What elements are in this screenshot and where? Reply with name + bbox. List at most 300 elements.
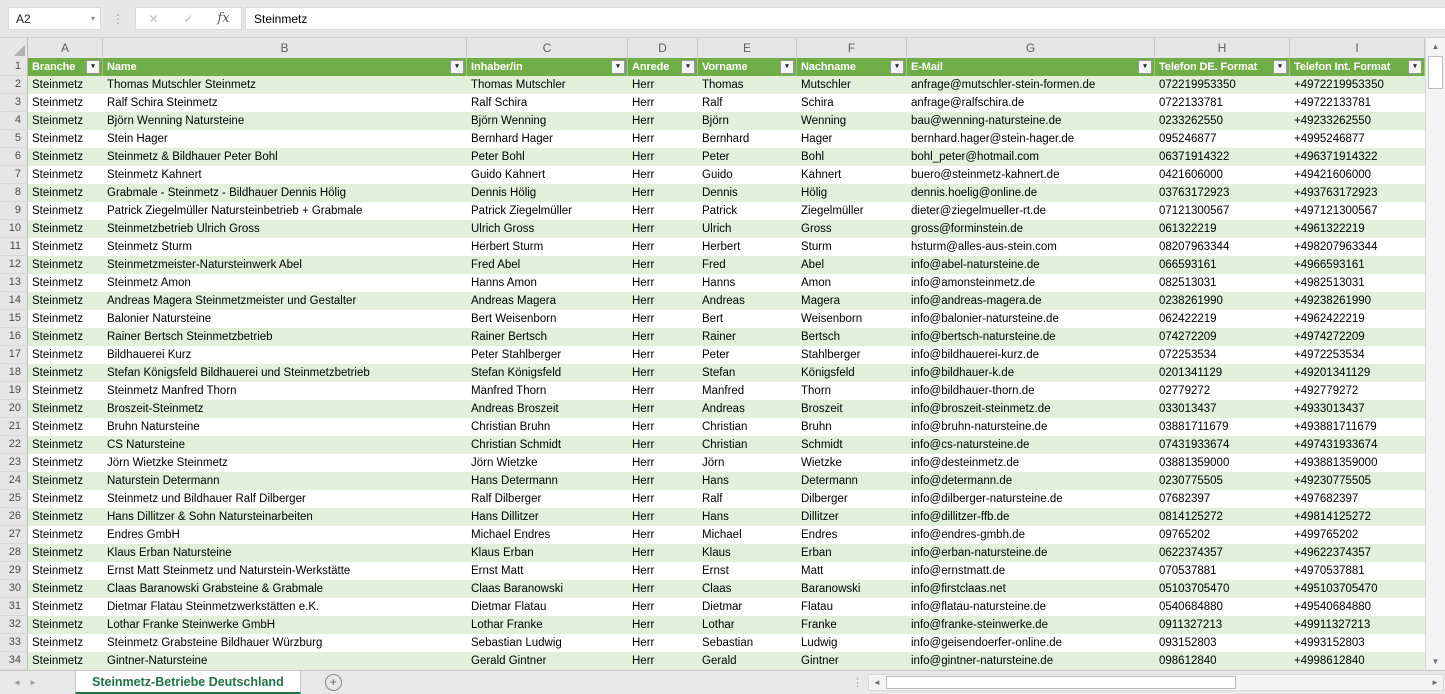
row-number[interactable]: 25 [0,490,28,508]
cell[interactable]: Ralf [698,94,797,112]
cell[interactable]: Steinmetz [28,238,103,256]
filter-dropdown-icon[interactable]: ▾ [450,60,464,74]
cell[interactable]: Bert [698,310,797,328]
column-header-d[interactable]: D [628,38,698,58]
cell[interactable]: 07431933674 [1155,436,1290,454]
cell[interactable]: Schira [797,94,907,112]
cell[interactable]: info@flatau-natursteine.de [907,598,1155,616]
cell[interactable]: 0233262550 [1155,112,1290,130]
row-number[interactable]: 19 [0,382,28,400]
cell[interactable]: Andreas Magera [467,292,628,310]
cell[interactable]: Manfred Thorn [467,382,628,400]
cell[interactable]: Herr [628,544,698,562]
row-number[interactable]: 3 [0,94,28,112]
cell[interactable]: info@bildhauer-k.de [907,364,1155,382]
cell[interactable]: Broszeit-Steinmetz [103,400,467,418]
cell[interactable]: Hölig [797,184,907,202]
horizontal-scrollbar[interactable] [868,674,1444,691]
cell[interactable]: Steinmetz [28,292,103,310]
row-number[interactable]: 29 [0,562,28,580]
cell[interactable]: Steinmetz [28,220,103,238]
cell[interactable]: Ludwig [797,634,907,652]
cell[interactable]: +49911327213 [1290,616,1425,634]
cell[interactable]: Steinmetz [28,202,103,220]
cell[interactable]: info@amonsteinmetz.de [907,274,1155,292]
cell[interactable]: Thomas Mutschler [467,76,628,94]
cell[interactable]: Bohl [797,148,907,166]
cell[interactable]: 02779272 [1155,382,1290,400]
cell[interactable]: +4972219953350 [1290,76,1425,94]
next-sheet-icon[interactable]: ► [29,678,37,687]
cell[interactable]: Herr [628,220,698,238]
cell[interactable]: +4962422219 [1290,310,1425,328]
cell[interactable]: Christian [698,436,797,454]
row-number[interactable]: 26 [0,508,28,526]
cell[interactable]: +499765202 [1290,526,1425,544]
cell[interactable]: 0540684880 [1155,598,1290,616]
cell[interactable]: Gerald [698,652,797,670]
cell[interactable]: Herr [628,292,698,310]
cell[interactable]: Guido Kahnert [467,166,628,184]
cell[interactable]: +49622374357 [1290,544,1425,562]
cell[interactable]: Hans Dillitzer & Sohn Natursteinarbeiten [103,508,467,526]
header-cell[interactable] [103,58,467,76]
cell[interactable]: info@cs-natursteine.de [907,436,1155,454]
cell[interactable]: Abel [797,256,907,274]
cell[interactable]: Herr [628,526,698,544]
cell[interactable]: Steinmetz [28,580,103,598]
filter-dropdown-icon[interactable]: ▾ [1138,60,1152,74]
vertical-scrollbar-thumb[interactable] [1428,56,1443,89]
cell[interactable]: +49201341129 [1290,364,1425,382]
cell[interactable]: Endres [797,526,907,544]
cell[interactable]: Claas [698,580,797,598]
row-number[interactable]: 34 [0,652,28,670]
cell[interactable]: bau@wenning-natursteine.de [907,112,1155,130]
row-number[interactable]: 24 [0,472,28,490]
cell[interactable]: Flatau [797,598,907,616]
row-number[interactable]: 22 [0,436,28,454]
cell[interactable]: Gintner [797,652,907,670]
filter-dropdown-icon[interactable]: ▾ [890,60,904,74]
cell[interactable]: Klaus Erban Natursteine [103,544,467,562]
row-number[interactable]: 1 [0,58,28,76]
cell[interactable]: 093152803 [1155,634,1290,652]
row-number[interactable]: 16 [0,328,28,346]
cell[interactable]: Ulrich [698,220,797,238]
cell[interactable]: Bruhn Natursteine [103,418,467,436]
column-header-c[interactable]: C [467,38,628,58]
column-header-g[interactable]: G [907,38,1155,58]
cell[interactable]: +496371914322 [1290,148,1425,166]
cell[interactable]: Stefan Königsfeld Bildhauerei und Steinmetzbetrieb [103,364,467,382]
row-number[interactable]: 6 [0,148,28,166]
cell[interactable]: Jörn Wietzke [467,454,628,472]
cell[interactable]: Peter [698,346,797,364]
header-cell[interactable] [628,58,698,76]
cell[interactable]: Michael [698,526,797,544]
cell[interactable]: info@desteinmetz.de [907,454,1155,472]
cell[interactable]: 05103705470 [1155,580,1290,598]
cell[interactable]: 03763172923 [1155,184,1290,202]
cell[interactable]: Peter Bohl [467,148,628,166]
cell[interactable]: Naturstein Determann [103,472,467,490]
cell[interactable]: Thorn [797,382,907,400]
cell[interactable]: Herr [628,508,698,526]
cell[interactable]: Steinmetz [28,148,103,166]
cell[interactable]: Steinmetz [28,112,103,130]
cell[interactable]: Patrick [698,202,797,220]
cell[interactable]: Herr [628,274,698,292]
cell[interactable]: Herr [628,112,698,130]
cell[interactable]: Sebastian Ludwig [467,634,628,652]
cell[interactable]: Dilberger [797,490,907,508]
cell[interactable]: Bildhauerei Kurz [103,346,467,364]
header-cell[interactable] [1155,58,1290,76]
cell[interactable]: +4998612840 [1290,652,1425,670]
filter-dropdown-icon[interactable]: ▾ [86,60,100,74]
cell[interactable]: +4933013437 [1290,400,1425,418]
cell[interactable]: Sturm [797,238,907,256]
cell[interactable]: Herr [628,382,698,400]
cell[interactable]: Steinmetz [28,526,103,544]
cell[interactable]: 074272209 [1155,328,1290,346]
cell[interactable]: Lothar Franke Steinwerke GmbH [103,616,467,634]
cell[interactable]: Hans Determann [467,472,628,490]
column-header-a[interactable]: A [28,38,103,58]
cell[interactable]: Determann [797,472,907,490]
cell[interactable]: Steinmetz Amon [103,274,467,292]
cell[interactable]: Herr [628,148,698,166]
cell[interactable]: Hans [698,508,797,526]
cell[interactable]: 0911327213 [1155,616,1290,634]
cell[interactable]: info@firstclaas.net [907,580,1155,598]
cell[interactable]: Steinmetz [28,400,103,418]
cell[interactable]: Herr [628,76,698,94]
cell[interactable]: +49722133781 [1290,94,1425,112]
cell[interactable]: Klaus Erban [467,544,628,562]
row-number[interactable]: 7 [0,166,28,184]
header-cell[interactable] [1290,58,1425,76]
cell[interactable]: Mutschler [797,76,907,94]
cell[interactable]: Stefan Königsfeld [467,364,628,382]
cell[interactable]: 098612840 [1155,652,1290,670]
cell[interactable]: Fred [698,256,797,274]
header-cell[interactable] [797,58,907,76]
row-number[interactable]: 33 [0,634,28,652]
scroll-right-icon[interactable]: ► [1431,678,1439,687]
cell[interactable]: Herr [628,310,698,328]
column-header-h[interactable]: H [1155,38,1290,58]
cell[interactable]: Gerald Gintner [467,652,628,670]
cell[interactable]: Stein Hager [103,130,467,148]
enter-icon[interactable]: ✓ [183,11,194,26]
cell[interactable]: Grabmale - Steinmetz - Bildhauer Dennis Hölig [103,184,467,202]
cell[interactable]: Rainer Bertsch [467,328,628,346]
cell[interactable]: Franke [797,616,907,634]
cell[interactable]: Steinmetz [28,94,103,112]
cell[interactable]: Herr [628,580,698,598]
cell[interactable]: +4961322219 [1290,220,1425,238]
cell[interactable]: Matt [797,562,907,580]
cell[interactable]: bohl_peter@hotmail.com [907,148,1155,166]
cell[interactable]: Herr [628,328,698,346]
cell[interactable]: 062422219 [1155,310,1290,328]
cell[interactable]: Steinmetz [28,274,103,292]
cell[interactable]: Steinmetz [28,382,103,400]
cell[interactable]: Herr [628,490,698,508]
cell[interactable]: Rainer [698,328,797,346]
cell[interactable]: +49421606000 [1290,166,1425,184]
cell[interactable]: Herr [628,562,698,580]
cell[interactable]: +4974272209 [1290,328,1425,346]
cell[interactable]: +49814125272 [1290,508,1425,526]
cell[interactable]: Claas Baranowski [467,580,628,598]
column-header-e[interactable]: E [698,38,797,58]
cell[interactable]: info@determann.de [907,472,1155,490]
column-header-i[interactable]: I [1290,38,1425,58]
cell[interactable]: Herr [628,364,698,382]
filter-dropdown-icon[interactable]: ▾ [611,60,625,74]
cell[interactable]: Christian [698,418,797,436]
cell[interactable]: +4970537881 [1290,562,1425,580]
row-number[interactable]: 31 [0,598,28,616]
filter-dropdown-icon[interactable]: ▾ [780,60,794,74]
cell[interactable]: Balonier Natursteine [103,310,467,328]
cell[interactable]: Steinmetz Sturm [103,238,467,256]
row-number[interactable]: 9 [0,202,28,220]
cell[interactable]: Herr [628,634,698,652]
cell[interactable]: Christian Bruhn [467,418,628,436]
cell[interactable]: Ziegelmüller [797,202,907,220]
cell[interactable]: Michael Endres [467,526,628,544]
cell[interactable]: +495103705470 [1290,580,1425,598]
cell[interactable]: Steinmetz [28,310,103,328]
cell[interactable]: 07121300567 [1155,202,1290,220]
cell[interactable]: Hanns Amon [467,274,628,292]
cell[interactable]: Endres GmbH [103,526,467,544]
name-box-dropdown-icon[interactable]: ▾ [90,14,95,23]
cell[interactable]: 066593161 [1155,256,1290,274]
cell[interactable]: Herr [628,184,698,202]
scroll-down-icon[interactable]: ▼ [1431,657,1440,666]
cell[interactable]: buero@steinmetz-kahnert.de [907,166,1155,184]
filter-dropdown-icon[interactable]: ▾ [1273,60,1287,74]
cell[interactable]: Herr [628,436,698,454]
cell[interactable]: +493881359000 [1290,454,1425,472]
cell[interactable]: 06371914322 [1155,148,1290,166]
cell[interactable]: Björn Wenning Natursteine [103,112,467,130]
filter-dropdown-icon[interactable]: ▾ [1408,60,1422,74]
cell[interactable]: Steinmetz [28,328,103,346]
cell[interactable]: Steinmetz [28,76,103,94]
insert-function-icon[interactable]: fx [217,11,230,26]
cell[interactable]: Klaus [698,544,797,562]
cell[interactable]: Bertsch [797,328,907,346]
cell[interactable]: 0421606000 [1155,166,1290,184]
cell[interactable]: +497682397 [1290,490,1425,508]
cell[interactable]: Dietmar [698,598,797,616]
cell[interactable]: Sebastian [698,634,797,652]
cell[interactable]: info@franke-steinwerke.de [907,616,1155,634]
cell[interactable]: Steinmetzmeister-Natursteinwerk Abel [103,256,467,274]
cell[interactable]: hsturm@alles-aus-stein.com [907,238,1155,256]
row-number[interactable]: 2 [0,76,28,94]
cell[interactable]: gross@forminstein.de [907,220,1155,238]
cell[interactable]: info@bertsch-natursteine.de [907,328,1155,346]
cell[interactable]: +497121300567 [1290,202,1425,220]
scroll-left-icon[interactable]: ◄ [873,678,881,687]
formula-bar-input[interactable] [245,7,1445,30]
cell[interactable]: Herr [628,202,698,220]
cell[interactable]: Herbert [698,238,797,256]
cell[interactable]: Herr [628,652,698,670]
column-header-f[interactable]: F [797,38,907,58]
cell[interactable]: Herbert Sturm [467,238,628,256]
cell[interactable]: Steinmetz [28,490,103,508]
row-number[interactable]: 12 [0,256,28,274]
cell[interactable]: Ernst Matt [467,562,628,580]
prev-sheet-icon[interactable]: ◄ [13,678,21,687]
cell[interactable]: Steinmetz [28,346,103,364]
cell[interactable]: Kahnert [797,166,907,184]
cell[interactable]: 07682397 [1155,490,1290,508]
cell[interactable]: Steinmetz Kahnert [103,166,467,184]
cell[interactable]: 070537881 [1155,562,1290,580]
cell[interactable]: 082513031 [1155,274,1290,292]
cell[interactable]: Manfred [698,382,797,400]
cell[interactable]: Ralf Schira Steinmetz [103,94,467,112]
cell[interactable]: Dillitzer [797,508,907,526]
cell[interactable]: Steinmetzbetrieb Ulrich Gross [103,220,467,238]
cell[interactable]: Erban [797,544,907,562]
cell[interactable]: info@dilberger-natursteine.de [907,490,1155,508]
cell[interactable]: Steinmetz [28,616,103,634]
column-header-b[interactable]: B [103,38,467,58]
cell[interactable]: Guido [698,166,797,184]
cell[interactable]: Hanns [698,274,797,292]
cell[interactable]: Claas Baranowski Grabsteine & Grabmale [103,580,467,598]
cell[interactable]: Steinmetz [28,256,103,274]
cell[interactable]: Herr [628,418,698,436]
cell[interactable]: +49540684880 [1290,598,1425,616]
row-number[interactable]: 14 [0,292,28,310]
cell[interactable]: info@endres-gmbh.de [907,526,1155,544]
row-number[interactable]: 4 [0,112,28,130]
cell[interactable]: Thomas [698,76,797,94]
cell[interactable]: Steinmetz [28,544,103,562]
header-cell[interactable] [28,58,103,76]
cell[interactable]: Weisenborn [797,310,907,328]
cell[interactable]: info@abel-natursteine.de [907,256,1155,274]
cell[interactable]: Steinmetz [28,598,103,616]
cell[interactable]: Schmidt [797,436,907,454]
cell[interactable]: 0722133781 [1155,94,1290,112]
cell[interactable]: 072219953350 [1155,76,1290,94]
cell[interactable]: Thomas Mutschler Steinmetz [103,76,467,94]
row-number[interactable]: 23 [0,454,28,472]
cell[interactable]: anfrage@ralfschira.de [907,94,1155,112]
cell[interactable]: Peter Stahlberger [467,346,628,364]
cell[interactable]: info@bildhauerei-kurz.de [907,346,1155,364]
cell[interactable]: Gross [797,220,907,238]
cell[interactable]: dennis.hoelig@online.de [907,184,1155,202]
cell[interactable]: +4982513031 [1290,274,1425,292]
row-number[interactable]: 30 [0,580,28,598]
cell[interactable]: +4993152803 [1290,634,1425,652]
row-number[interactable]: 20 [0,400,28,418]
cell[interactable]: info@erban-natursteine.de [907,544,1155,562]
cell[interactable]: Herr [628,346,698,364]
cell[interactable]: Andreas [698,400,797,418]
filter-dropdown-icon[interactable]: ▾ [681,60,695,74]
cell[interactable]: info@bruhn-natursteine.de [907,418,1155,436]
cell[interactable]: Baranowski [797,580,907,598]
cell[interactable]: info@andreas-magera.de [907,292,1155,310]
cell[interactable]: +49230775505 [1290,472,1425,490]
horizontal-scrollbar-thumb[interactable] [886,676,1236,689]
scroll-up-icon[interactable]: ▲ [1431,42,1440,51]
cell[interactable]: +4995246877 [1290,130,1425,148]
cell[interactable]: Ralf Dilberger [467,490,628,508]
row-number[interactable]: 11 [0,238,28,256]
row-number[interactable]: 17 [0,346,28,364]
cell[interactable]: Bert Weisenborn [467,310,628,328]
cell[interactable]: +49233262550 [1290,112,1425,130]
cell[interactable]: Björn Wenning [467,112,628,130]
cell[interactable]: Steinmetz [28,364,103,382]
cell[interactable]: 033013437 [1155,400,1290,418]
cell[interactable]: Steinmetz [28,634,103,652]
vertical-scrollbar-track[interactable] [1426,90,1445,653]
cell[interactable]: info@broszeit-steinmetz.de [907,400,1155,418]
header-cell[interactable] [467,58,628,76]
cell[interactable]: info@balonier-natursteine.de [907,310,1155,328]
cell[interactable]: Herr [628,238,698,256]
cell[interactable]: anfrage@mutschler-stein-formen.de [907,76,1155,94]
row-number[interactable]: 13 [0,274,28,292]
cell[interactable]: Bernhard Hager [467,130,628,148]
cell[interactable]: Andreas [698,292,797,310]
vertical-scrollbar[interactable] [1425,38,1445,670]
cell[interactable]: 0814125272 [1155,508,1290,526]
cell[interactable]: Herr [628,598,698,616]
header-cell[interactable] [698,58,797,76]
cell[interactable]: Königsfeld [797,364,907,382]
cell[interactable]: Steinmetz Grabsteine Bildhauer Würzburg [103,634,467,652]
cell[interactable]: +4966593161 [1290,256,1425,274]
cell[interactable]: Fred Abel [467,256,628,274]
cell[interactable]: info@geisendoerfer-online.de [907,634,1155,652]
row-number[interactable]: 15 [0,310,28,328]
cell[interactable]: Amon [797,274,907,292]
cell[interactable]: Wenning [797,112,907,130]
cell[interactable]: +49238261990 [1290,292,1425,310]
cell[interactable]: Steinmetz [28,130,103,148]
cell[interactable]: Patrick Ziegelmüller Natursteinbetrieb + Grabmale [103,202,467,220]
cell[interactable]: Bruhn [797,418,907,436]
row-number[interactable]: 5 [0,130,28,148]
row-number[interactable]: 18 [0,364,28,382]
cell[interactable]: Ulrich Gross [467,220,628,238]
cell[interactable]: Herr [628,166,698,184]
row-number[interactable]: 27 [0,526,28,544]
row-number[interactable]: 8 [0,184,28,202]
cell[interactable]: Wietzke [797,454,907,472]
cell[interactable]: Ralf [698,490,797,508]
cell[interactable]: Herr [628,400,698,418]
cell[interactable]: 0230775505 [1155,472,1290,490]
